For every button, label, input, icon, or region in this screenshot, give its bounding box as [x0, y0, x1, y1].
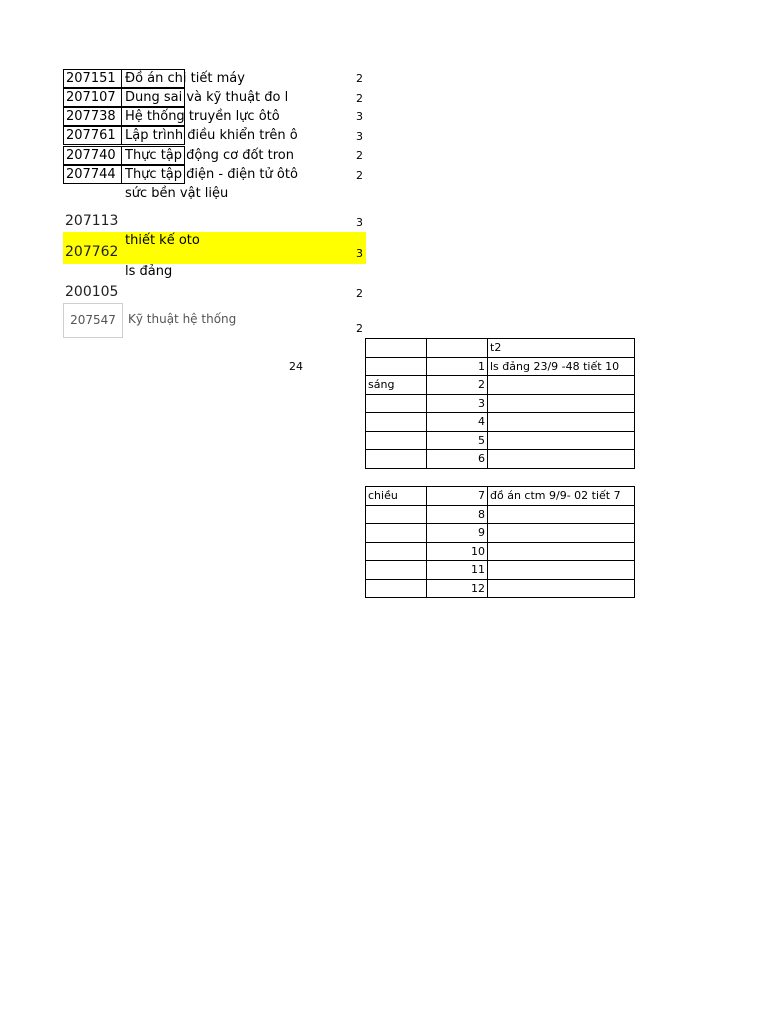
schedule-cell[interactable]: [366, 579, 427, 598]
schedule-note[interactable]: [488, 450, 635, 469]
session-label-morning[interactable]: sáng: [366, 376, 427, 395]
schedule-cell[interactable]: [366, 413, 427, 432]
schedule-note[interactable]: [488, 376, 635, 395]
course-code[interactable]: 207740: [63, 146, 122, 165]
course-credits[interactable]: 2: [356, 287, 363, 300]
table-row: [366, 561, 635, 580]
schedule-cell[interactable]: [366, 450, 427, 469]
course-name[interactable]: thiết kế oto: [125, 233, 200, 248]
course-credits[interactable]: 3: [356, 110, 363, 123]
schedule-note[interactable]: [488, 524, 635, 543]
period-number[interactable]: 5: [427, 431, 488, 450]
course-credits[interactable]: 3: [356, 130, 363, 143]
course-code[interactable]: 207744: [63, 165, 122, 184]
schedule-cell[interactable]: [366, 542, 427, 561]
schedule-cell[interactable]: [366, 394, 427, 413]
course-credits[interactable]: 2: [356, 149, 363, 162]
period-number[interactable]: 3: [427, 394, 488, 413]
schedule-cell[interactable]: [427, 339, 488, 358]
schedule-cell[interactable]: [366, 431, 427, 450]
course-name: Đồ án chi tiết máy: [125, 71, 245, 86]
schedule-cell[interactable]: [366, 561, 427, 580]
pasted-course-code[interactable]: 207547: [63, 303, 123, 338]
course-name: Thực tập động cơ đốt tron: [125, 148, 294, 163]
session-label-afternoon[interactable]: chiều: [366, 487, 427, 506]
schedule-note[interactable]: [488, 413, 635, 432]
course-code[interactable]: 200105: [65, 284, 119, 300]
course-credits[interactable]: 2: [356, 169, 363, 182]
schedule-note[interactable]: [488, 579, 635, 598]
schedule-note[interactable]: [488, 431, 635, 450]
table-row: [366, 505, 635, 524]
schedule-cell[interactable]: [366, 524, 427, 543]
spacer-row: [366, 468, 635, 487]
total-credits[interactable]: 24: [289, 360, 303, 373]
schedule-cell[interactable]: [366, 505, 427, 524]
course-credits[interactable]: 2: [356, 322, 363, 335]
course-code[interactable]: 207107: [63, 88, 122, 107]
period-number[interactable]: 12: [427, 579, 488, 598]
course-name: Dung sai và kỹ thuật đo l: [125, 90, 289, 105]
table-row: [366, 357, 635, 376]
course-name[interactable]: sức bền vật liệu: [125, 186, 229, 201]
course-code[interactable]: 207113: [65, 213, 119, 229]
course-credits[interactable]: 3: [356, 216, 363, 229]
schedule-note[interactable]: [488, 542, 635, 561]
period-number[interactable]: 11: [427, 561, 488, 580]
table-row: [366, 394, 635, 413]
period-number[interactable]: 1: [427, 357, 488, 376]
course-code[interactable]: 207762: [65, 244, 119, 260]
period-number[interactable]: 7: [427, 487, 488, 506]
course-name: Thực tập điện - điện tử ôtô: [125, 167, 298, 182]
table-row: [366, 579, 635, 598]
table-row: [366, 413, 635, 432]
spacer-cell: [427, 468, 488, 487]
schedule-note[interactable]: [488, 394, 635, 413]
table-row: [366, 450, 635, 469]
period-number[interactable]: 4: [427, 413, 488, 432]
schedule-note[interactable]: [488, 505, 635, 524]
schedule-cell[interactable]: [366, 339, 427, 358]
schedule-note[interactable]: [488, 561, 635, 580]
pasted-course-name[interactable]: Kỹ thuật hệ thống: [128, 312, 237, 326]
schedule-cell[interactable]: [366, 357, 427, 376]
table-row: [366, 524, 635, 543]
course-name: Hệ thống truyền lực ôtô: [125, 109, 280, 124]
course-credits[interactable]: 2: [356, 72, 363, 85]
day-header[interactable]: t2: [488, 339, 635, 358]
course-code[interactable]: 207761: [63, 126, 122, 145]
course-credits[interactable]: 3: [356, 247, 363, 260]
period-number[interactable]: 2: [427, 376, 488, 395]
table-row: [366, 376, 635, 395]
schedule-note[interactable]: đồ án ctm 9/9- 02 tiết 7: [488, 487, 635, 506]
spacer-cell: [366, 468, 427, 487]
course-code[interactable]: 207738: [63, 107, 122, 126]
period-number[interactable]: 8: [427, 505, 488, 524]
course-code[interactable]: 207151: [63, 69, 122, 88]
period-number[interactable]: 9: [427, 524, 488, 543]
table-row: [366, 542, 635, 561]
course-credits[interactable]: 2: [356, 92, 363, 105]
period-number[interactable]: 6: [427, 450, 488, 469]
schedule-table: [365, 338, 635, 598]
table-row: [366, 487, 635, 506]
spacer-cell: [488, 468, 635, 487]
period-number[interactable]: 10: [427, 542, 488, 561]
table-row: [366, 339, 635, 358]
table-row: [366, 431, 635, 450]
course-name: Lập trình điều khiển trên ô: [125, 128, 298, 143]
schedule-note[interactable]: ls đảng 23/9 -48 tiết 10: [488, 357, 635, 376]
course-name[interactable]: ls đảng: [125, 264, 173, 279]
